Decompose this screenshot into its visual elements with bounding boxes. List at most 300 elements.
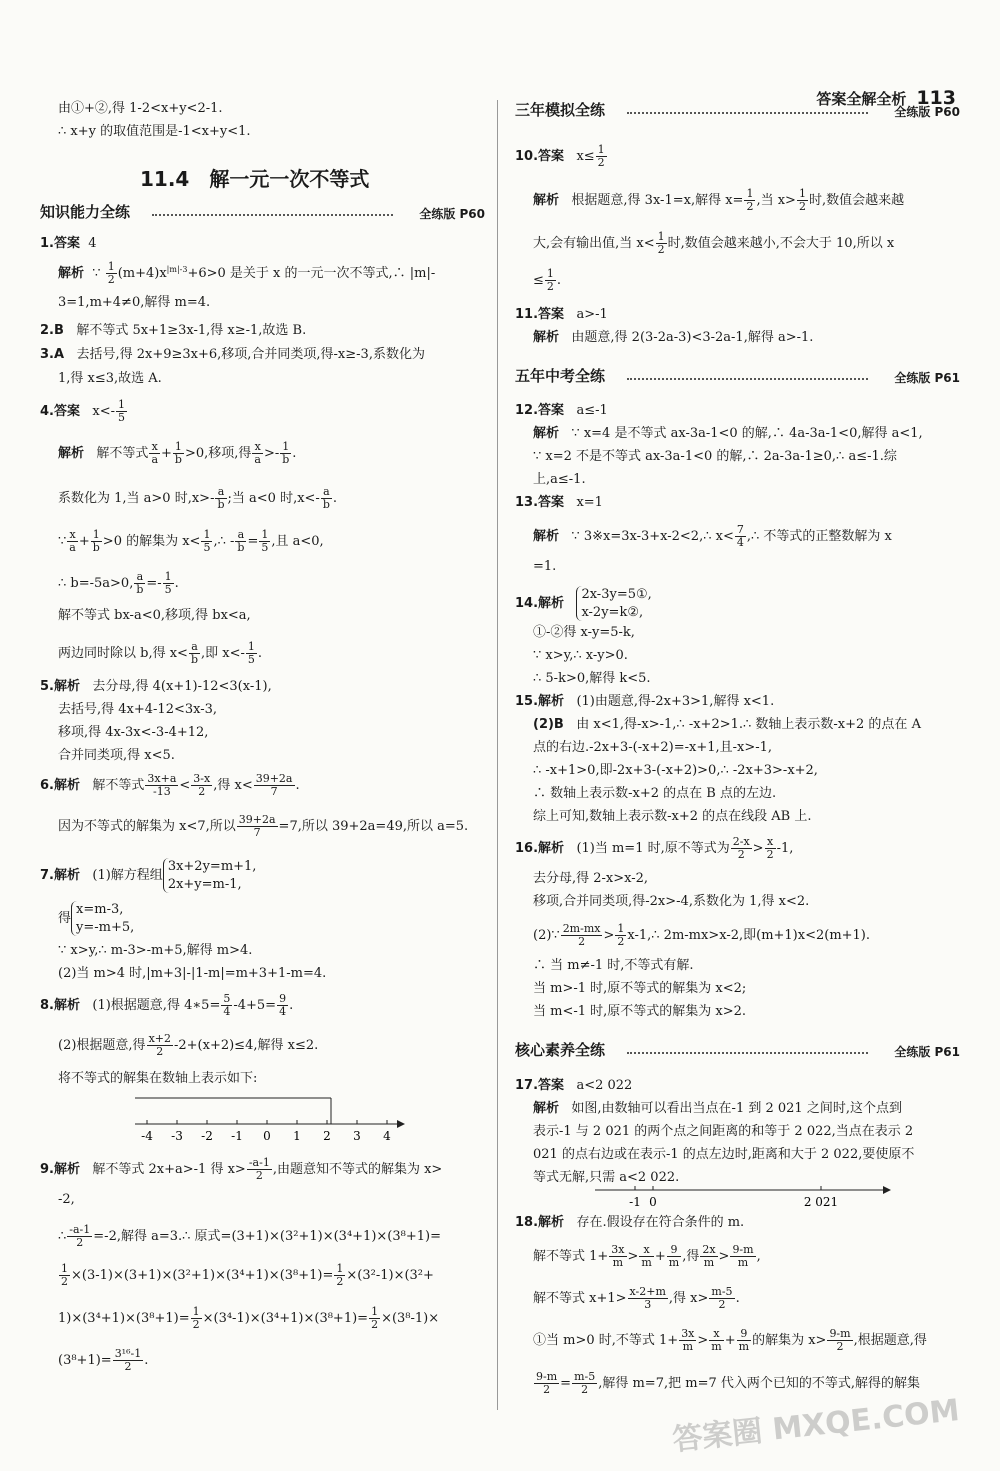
- q8-line3: 将不等式的解集在数轴上表示如下:: [58, 1071, 258, 1086]
- text: ×(3⁴-1)×(3⁴+1)×(3⁸+1)=: [202, 1311, 369, 1327]
- fraction: [797, 188, 808, 213]
- text: (3⁸+1)=: [58, 1353, 112, 1369]
- text: (2)∵: [533, 928, 560, 944]
- text: 解不等式: [96, 446, 149, 462]
- numerator: 1: [91, 529, 102, 542]
- section-ref: 全练版 P60: [419, 207, 485, 221]
- section-header-five-year: [515, 368, 960, 386]
- text: 解不等式 2x+a>-1 得 x>: [92, 1162, 246, 1178]
- fraction: [259, 529, 270, 554]
- denominator: 4: [223, 1005, 231, 1019]
- q8-label: 8.解析: [40, 998, 80, 1014]
- fraction: [280, 441, 291, 466]
- text: (m+4)x: [117, 266, 167, 282]
- text: ,解得 m=7,把 m=7 代入两个已知的不等式,解得的解集: [598, 1376, 920, 1392]
- tick-label: 4: [383, 1129, 391, 1143]
- text: +: [78, 534, 90, 550]
- tick-label: -2: [201, 1129, 213, 1143]
- q16-line7: 当 m<-1 时,原不等式的解集为 x>2.: [533, 1004, 747, 1019]
- q1-answer: [40, 237, 97, 252]
- text-line: 由①+②,得 1-2<x+y<2-1.: [58, 101, 223, 116]
- text: .: [332, 491, 338, 507]
- numerator: 2-x: [732, 835, 750, 848]
- numerator: 3x+a: [147, 772, 177, 785]
- q10-answer: [515, 144, 608, 169]
- numerator: 1: [203, 528, 211, 541]
- q4-line6: [58, 641, 262, 666]
- fraction: [639, 1244, 653, 1269]
- q14-line2: ①-②得 x-y=5-k,: [533, 625, 635, 640]
- denominator: 2: [581, 1383, 589, 1397]
- text: =-2,解得 a=3.∴ 原式=(3+1)×(3²+1)×(3⁴+1)×(3⁸+1)=: [93, 1229, 441, 1245]
- fraction: [596, 144, 607, 169]
- text: <: [179, 778, 191, 794]
- equation-system: [576, 586, 651, 621]
- section-name: 知识能力全练: [40, 203, 131, 221]
- denominator: b: [322, 498, 330, 512]
- denominator: b: [237, 541, 245, 555]
- fraction: [572, 1371, 597, 1396]
- section-name: 五年中考全练: [515, 367, 606, 385]
- tick-label: 0: [649, 1195, 657, 1209]
- text: 系数化为 1,当 a>0 时,x>-: [58, 491, 215, 507]
- tick-label: -3: [171, 1129, 183, 1143]
- number-line-q8: [135, 1094, 405, 1144]
- numerator: -a-1: [69, 1223, 91, 1236]
- q17-answer: [515, 1079, 632, 1094]
- q15-line4: ∴ -x+1>0,即-2x+3-(-x+2)>0,∴ -2x+3>-x+2,: [533, 763, 818, 778]
- numerator: 1: [657, 230, 665, 243]
- q5-line2: 去括号,得 4x+4-12<3x-3,: [58, 702, 218, 717]
- q14-label: 14.解析: [515, 596, 565, 612]
- section-name: 三年模拟全练: [515, 101, 606, 119]
- equation: x=m-3,: [76, 902, 124, 917]
- numerator: 1: [247, 640, 255, 653]
- text: >-: [263, 446, 280, 462]
- denominator: 2: [336, 1275, 344, 1289]
- q7-line2: [58, 901, 134, 936]
- fraction: [709, 1286, 734, 1311]
- text: .: [174, 576, 179, 592]
- text: 由 x<1,得-x>-1,∴ -x+2>1.∴ 数轴上表示数-x+2 的点在 A: [576, 717, 921, 732]
- denominator: 2: [836, 1340, 844, 1354]
- q18-line1: [515, 1216, 744, 1231]
- denominator: 2: [192, 1318, 200, 1332]
- fraction: [534, 1371, 559, 1396]
- text: >: [697, 1333, 709, 1349]
- equation: x-2y=k②,: [581, 604, 644, 620]
- text: 去括号,得 2x+9≥3x+6,移项,合并同类项,得-x≥-3,系数化为: [76, 347, 425, 362]
- q18-line3: [533, 1286, 740, 1311]
- fraction: [709, 1328, 723, 1353]
- text: 解不等式: [92, 778, 145, 794]
- text: 时,数值会越来越: [808, 193, 905, 209]
- section-ref: 全练版 P60: [894, 105, 960, 119]
- q15-line6: 综上可知,数轴上表示数-x+2 的点在线段 AB 上.: [533, 809, 812, 824]
- denominator: 5: [261, 541, 269, 555]
- text: ,当 x>: [756, 193, 796, 209]
- denominator: m: [703, 1256, 715, 1270]
- text: -4+5=: [233, 998, 277, 1014]
- q1-answer-value: 4: [88, 236, 97, 251]
- denominator: m: [668, 1256, 680, 1270]
- q15-line2: [533, 718, 921, 733]
- numerator: 9-m: [536, 1370, 558, 1383]
- denominator: 2: [61, 1275, 68, 1289]
- text-line: ∴ x+y 的取值范围是-1<x+y<1.: [58, 124, 251, 139]
- text: +: [161, 446, 172, 462]
- numerator: 3¹⁶-1: [114, 1347, 142, 1360]
- text: (1)解方程组: [92, 868, 163, 884]
- tick-label: 2 021: [803, 1195, 839, 1209]
- numerator: 1: [371, 1305, 379, 1318]
- fraction: [667, 1244, 681, 1269]
- q11-answer: [515, 308, 608, 323]
- text: .: [556, 273, 562, 289]
- denominator: b: [282, 453, 290, 467]
- q17-line1: [533, 1102, 902, 1117]
- text: 根据题意,得 3x-1=x,解得 x=: [571, 193, 744, 209]
- q15-line3: 点的右边.-2x+3-(-x+2)=-x+1,且-x>-1,: [533, 740, 773, 755]
- q4-line1: [58, 441, 296, 466]
- fraction: [615, 923, 626, 948]
- q2: [40, 324, 306, 339]
- numerator: x: [709, 1328, 723, 1341]
- fraction: [191, 1306, 202, 1331]
- q8-line1: [40, 993, 293, 1018]
- fraction: [106, 261, 117, 286]
- tick-label: 1: [293, 1129, 301, 1143]
- q12-label: 12.答案: [515, 403, 565, 418]
- text: =7,所以 39+2a=49,所以 a=5.: [278, 819, 469, 835]
- text: 如图,由数轴可以看出当点在-1 到 2 021 之间时,这个点到: [571, 1101, 902, 1116]
- denominator: 2: [255, 1169, 263, 1183]
- q17-answer-value: a<2 022: [576, 1078, 633, 1093]
- numerator: x+2: [148, 1032, 171, 1045]
- text: >0,移项,得: [184, 446, 252, 462]
- q13-answer-value: x=1: [576, 495, 603, 510]
- q10-line3: [533, 268, 561, 293]
- axis-arrow: [397, 1120, 405, 1128]
- q1-line2: 3=1,m+4≠0,解得 m=4.: [58, 295, 211, 310]
- text: +6>0 是关于 x 的一元一次不等式,∴ |m|-: [187, 266, 436, 282]
- denominator: 2: [617, 935, 625, 949]
- numerator: 1: [746, 187, 754, 200]
- text: 大,会有输出值,当 x<: [533, 236, 655, 252]
- denominator: 3: [644, 1298, 652, 1312]
- solution-system: [71, 901, 134, 936]
- q7-line1: [40, 858, 256, 893]
- axis-arrow: [883, 1186, 891, 1194]
- q3: [40, 348, 425, 363]
- numerator: 3x: [681, 1327, 695, 1340]
- fraction: [609, 1244, 626, 1269]
- analysis-label: 解析: [533, 193, 560, 209]
- analysis-label: 解析: [533, 426, 560, 441]
- denominator: a: [254, 453, 261, 467]
- numerator: 9: [667, 1244, 681, 1257]
- q16-line6: 当 m>-1 时,原不等式的解集为 x<2;: [533, 981, 747, 996]
- text: ∵: [58, 534, 67, 550]
- text: ;当 a<0 时,x<-: [227, 491, 320, 507]
- text: .: [144, 1353, 149, 1369]
- numerator: x: [639, 1244, 653, 1257]
- numerator: a: [134, 571, 145, 584]
- denominator: b: [217, 498, 225, 512]
- text: ∵ x=4 是不等式 ax-3a-1<0 的解,∴ 4a-3a-1<0,解得 a<1,: [571, 426, 923, 441]
- analysis-label: 解析: [533, 529, 560, 545]
- text: ×(3-1)×(3+1)×(3²+1)×(3⁴+1)×(3⁸+1)=: [71, 1268, 334, 1284]
- denominator: 2: [156, 1045, 164, 1059]
- q6-line2: [58, 814, 468, 839]
- q9-line4: [58, 1263, 434, 1288]
- text: x-1,∴ 2m-mx>x-2,即(m+1)x<2(m+1).: [627, 928, 871, 944]
- fraction: [561, 923, 603, 948]
- denominator: 2: [597, 156, 605, 170]
- text: 因为不等式的解集为 x<7,所以: [58, 819, 236, 835]
- fraction: [731, 836, 752, 861]
- denominator: 2: [371, 1318, 379, 1332]
- text: 的解集为 x>: [752, 1333, 827, 1349]
- tick-group: [629, 1186, 838, 1209]
- fraction: [827, 1328, 852, 1353]
- text: 存在.假设存在符合条件的 m.: [576, 1215, 745, 1230]
- denominator: b: [92, 541, 100, 555]
- dotted-leader: [627, 112, 868, 114]
- q10-line1: [533, 188, 904, 213]
- text: ,∴ -: [213, 534, 235, 550]
- text: ,且 a<0,: [271, 534, 324, 550]
- tick-label: 2: [323, 1129, 331, 1143]
- q5-label: 5.解析: [40, 679, 80, 694]
- text: .: [735, 1291, 740, 1307]
- q4-line5: 解不等式 bx-a<0,移项,得 bx<a,: [58, 608, 251, 623]
- fraction: [246, 641, 257, 666]
- text: 解不等式 1+: [533, 1249, 609, 1265]
- text: 时,数值会越来越小,不会大于 10,所以 x: [667, 236, 895, 252]
- denominator: 4: [736, 536, 744, 550]
- fraction: [147, 1033, 173, 1058]
- denominator: 2: [198, 785, 206, 799]
- q14-line1: [515, 586, 652, 621]
- denominator: 2: [578, 935, 586, 949]
- denominator: 7: [253, 826, 261, 840]
- q4-line4: [58, 571, 179, 596]
- tick-group: [141, 1120, 391, 1143]
- fraction: [67, 1224, 92, 1249]
- fraction: [369, 1306, 380, 1331]
- text: ,得 x>: [668, 1291, 709, 1307]
- page-number: 113: [916, 87, 956, 109]
- q17-line4: 等式无解,只需 a<2 022.: [533, 1170, 680, 1185]
- section-name: 核心素养全练: [515, 1041, 606, 1059]
- q2-label: 2.B: [40, 323, 64, 338]
- text: ×(3²-1)×(3²+: [346, 1268, 434, 1284]
- numerator: 7: [736, 523, 744, 536]
- q11-analysis: [533, 331, 813, 346]
- fraction: [321, 486, 332, 511]
- numerator: 9: [737, 1328, 751, 1341]
- numerator: x-2+m: [629, 1285, 666, 1298]
- fraction: [67, 529, 78, 554]
- numerator: 1: [192, 1305, 200, 1318]
- header-title: 答案全解全析: [816, 90, 907, 108]
- denominator: 7: [270, 785, 278, 799]
- fraction: [116, 399, 127, 424]
- fraction: [744, 188, 755, 213]
- text: ,根据题意,得: [853, 1333, 927, 1349]
- numerator: a: [321, 486, 332, 499]
- numerator: 3-x: [193, 772, 211, 785]
- denominator: 2: [124, 1360, 132, 1374]
- q16-line1: [515, 836, 793, 861]
- numerator: x: [252, 441, 263, 454]
- numerator: 1: [107, 260, 115, 273]
- q7-label: 7.解析: [40, 868, 80, 884]
- fraction: [247, 1157, 272, 1182]
- q12-line2: ∵ x=2 不是不等式 ax-3a-1<0 的解,∴ 2a-3a-1≥0,∴ a≤-1.综: [533, 449, 897, 464]
- text: =: [560, 1376, 572, 1392]
- exponent: |m|-3: [166, 264, 188, 274]
- q14-line3: ∵ x>y,∴ x-y>0.: [533, 648, 628, 663]
- numerator: 39+2a: [255, 772, 293, 785]
- text: =-: [146, 576, 162, 592]
- analysis-label: 解析: [58, 446, 85, 462]
- fraction: [334, 1263, 345, 1288]
- text: (1)当 m=1 时,原不等式为: [576, 841, 730, 857]
- text: >: [718, 1249, 730, 1265]
- q1-label: 1.答案: [40, 236, 80, 251]
- text: .: [295, 778, 300, 794]
- q4-line3: [58, 529, 324, 554]
- fraction: [221, 993, 232, 1018]
- numerator: a: [189, 641, 200, 654]
- numerator: 1: [164, 570, 172, 583]
- section-header-knowledge: [40, 204, 485, 222]
- numerator: x: [149, 441, 160, 454]
- q6-line1: [40, 773, 300, 798]
- fraction: [235, 529, 246, 554]
- q4-line2: [58, 486, 337, 511]
- section-header-three-year: [515, 102, 960, 120]
- q15-line5: ∴ 数轴上表示数-x+2 的点在 B 点的左边.: [533, 786, 777, 801]
- q17-label: 17.答案: [515, 1078, 565, 1093]
- text: >: [603, 928, 615, 944]
- fraction: [59, 1263, 70, 1288]
- denominator: 5: [203, 541, 211, 555]
- q12-line3: 上,a≤-1.: [533, 472, 586, 487]
- q5-line3: 移项,得 4x-3x<-3-4+12,: [58, 725, 209, 740]
- q9-line6: [58, 1348, 148, 1373]
- text: >: [752, 841, 764, 857]
- tick-label: 0: [263, 1129, 271, 1143]
- text: ,得: [682, 1249, 700, 1265]
- denominator: 2: [798, 200, 806, 214]
- q18-line2: [533, 1244, 761, 1269]
- fraction: [134, 571, 145, 596]
- fraction: [145, 773, 178, 798]
- q16-line4: [533, 923, 870, 948]
- text: .: [257, 646, 263, 662]
- denominator: b: [174, 453, 182, 467]
- fraction: [91, 529, 102, 554]
- q13-line2: =1.: [533, 559, 557, 574]
- text: 得: [58, 911, 72, 927]
- fraction: [700, 1244, 717, 1269]
- text: >0 的解集为 x<: [102, 534, 201, 550]
- denominator: 2: [746, 200, 754, 214]
- numerator: 1: [61, 1262, 68, 1275]
- fraction: [237, 814, 278, 839]
- numerator: 5: [223, 992, 231, 1005]
- equation: 3x+2y=m+1,: [167, 859, 257, 874]
- q9-line2: -2,: [58, 1192, 75, 1207]
- equation-system: [163, 858, 257, 893]
- text: ×(3⁸-1)×: [381, 1311, 440, 1327]
- q12-answer-value: a≤-1: [576, 403, 608, 418]
- numerator: 2x: [702, 1243, 716, 1256]
- numerator: 1: [118, 398, 126, 411]
- text: 去分母,得 4(x+1)-12<3(x-1),: [92, 679, 272, 694]
- tick-label: -4: [141, 1129, 153, 1143]
- q11-label: 11.答案: [515, 307, 565, 322]
- tick-label: -1: [231, 1129, 243, 1143]
- numerator: x: [67, 529, 78, 542]
- denominator: 5: [118, 411, 126, 425]
- analysis-label: 解析: [533, 330, 560, 345]
- fraction: [254, 773, 295, 798]
- text: 解不等式 x+1>: [533, 1291, 627, 1307]
- numerator: 9-m: [732, 1243, 754, 1256]
- text: +: [654, 1249, 666, 1265]
- q9-line3: [58, 1224, 441, 1249]
- q7-line3: ∵ x>y,∴ m-3>-m+5,解得 m>4.: [58, 943, 253, 958]
- section-title: 11.4 解一元一次不等式: [140, 167, 370, 191]
- text: x≤: [576, 149, 595, 165]
- equation: 2x+y=m-1,: [167, 876, 242, 892]
- text: .: [292, 446, 297, 462]
- q9-line1: [40, 1157, 442, 1182]
- q9-line5: [58, 1306, 439, 1331]
- numerator: 1: [336, 1262, 344, 1275]
- section-header-core: [515, 1042, 960, 1060]
- q16-label: 16.解析: [515, 841, 565, 857]
- text: ,由题意知不等式的解集为 x>: [272, 1162, 443, 1178]
- q14-line4: ∴ 5-k>0,解得 k<5.: [533, 671, 651, 686]
- right-column: [515, 96, 960, 1431]
- dotted-leader: [627, 1052, 868, 1054]
- denominator: 2: [76, 1236, 84, 1250]
- q15-label: 15.解析: [515, 694, 565, 709]
- denominator: m: [711, 1340, 722, 1354]
- fraction: [189, 641, 200, 666]
- text: ①当 m>0 时,不等式 1+: [533, 1333, 679, 1349]
- text: (2)根据题意,得: [58, 1038, 146, 1054]
- fraction: [113, 1348, 144, 1373]
- q18-label: 18.解析: [515, 1215, 565, 1230]
- text: ,: [756, 1249, 761, 1265]
- tick-label: 3: [353, 1129, 361, 1143]
- q3-line2: 1,得 x≤3,故选 A.: [58, 371, 162, 386]
- q16-line5: ∴ 当 m≠-1 时,不等式有解.: [533, 958, 694, 973]
- equation: 2x-3y=5①,: [581, 587, 652, 602]
- fraction: [163, 571, 174, 596]
- fraction: [679, 1328, 696, 1353]
- analysis-label: 解析: [58, 266, 85, 282]
- text: x<-: [92, 404, 116, 420]
- numerator: 9-m: [829, 1327, 851, 1340]
- q6-label: 6.解析: [40, 778, 80, 794]
